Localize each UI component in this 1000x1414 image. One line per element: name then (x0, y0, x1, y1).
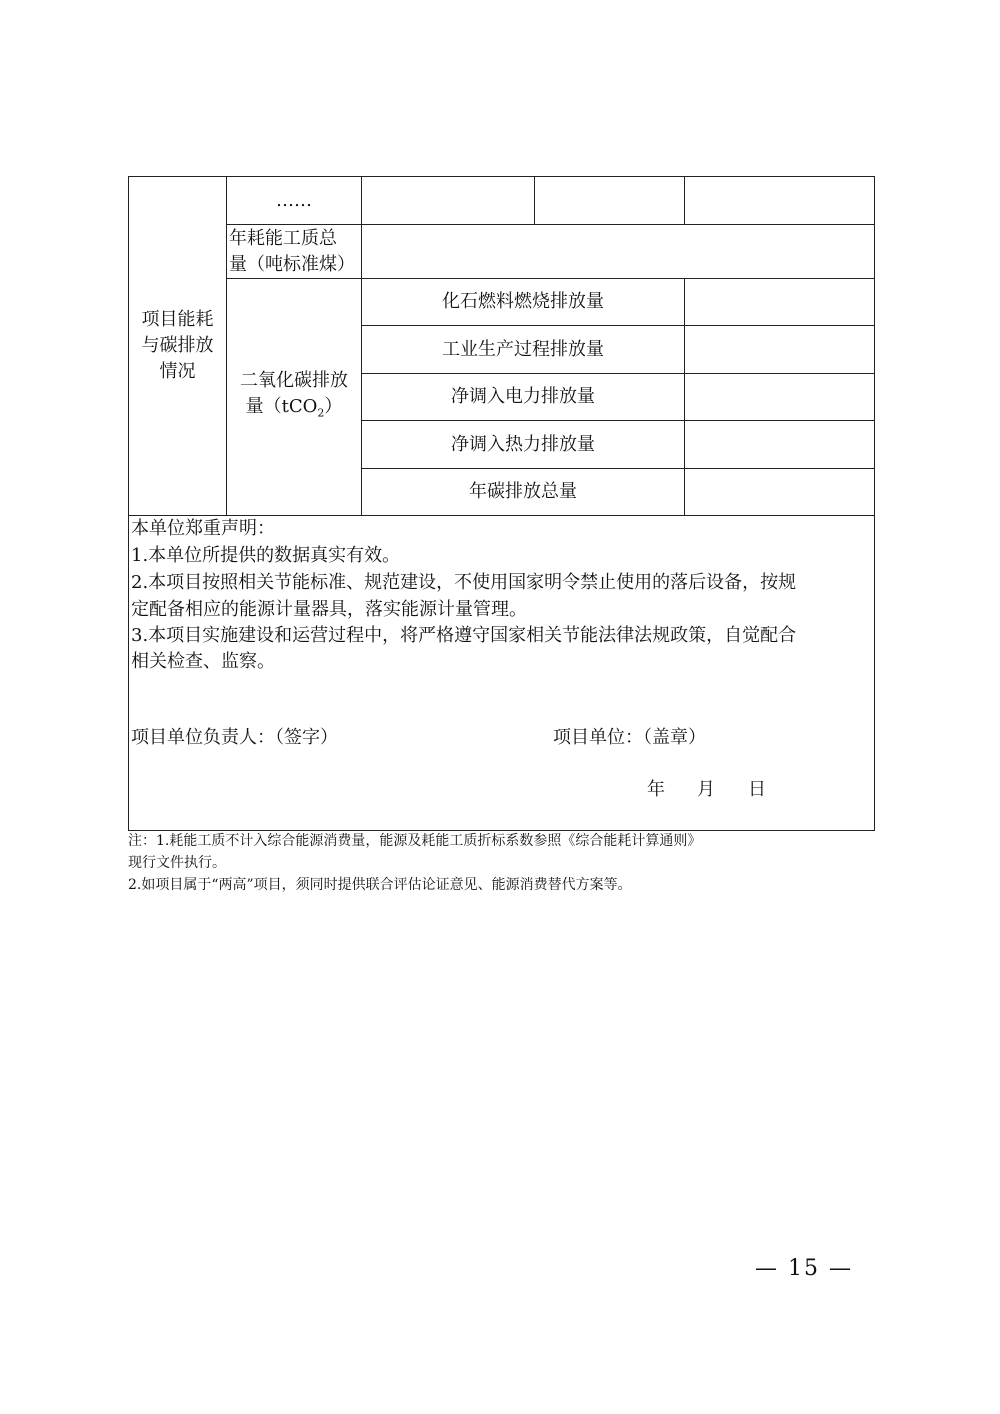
declaration-item: 3.本项目实施建设和运营过程中，将严格遵守国家相关节能法律法规政策，自觉配合 (131, 625, 797, 646)
co2-item-value[interactable] (685, 279, 875, 326)
co2-label-line (227, 394, 361, 427)
declaration-item: 定配备相应的能源计量器具，落实能源计量管理。 (131, 599, 527, 620)
total-medium-label-cell (227, 225, 362, 279)
section-label-cell (129, 177, 227, 516)
blank-cell[interactable] (362, 177, 535, 225)
table-row (129, 279, 875, 326)
table-row (129, 516, 875, 831)
co2-label-suffix: ） (324, 395, 343, 417)
footnote-line: 2.如项目属于“两高”项目，须同时提供联合评估论证意见、能源消费替代方案等。 (128, 877, 632, 893)
co2-item-label: 净调入电力排放量 (362, 374, 685, 421)
section-label-line: 与碳排放 (141, 335, 214, 356)
co2-label-cell (227, 279, 362, 516)
footnote-line: 注：1.耗能工质不计入综合能源消费量，能源及耗能工质折标系数参照《综合能耗计算通则》 (128, 833, 702, 849)
co2-item-label: 年碳排放总量 (362, 469, 685, 516)
co2-item-label: 化石燃料燃烧排放量 (362, 279, 685, 326)
co2-label-line: 二氧化碳排放 (240, 369, 348, 391)
co2-item-label: 工业生产过程排放量 (362, 326, 685, 374)
declaration-item: 相关检查、监察。 (131, 651, 275, 672)
energy-carbon-table (128, 176, 875, 831)
co2-item-label: 净调入热力排放量 (362, 421, 685, 469)
declaration-item: 2.本项目按照相关节能标准、规范建设，不使用国家明令禁止使用的落后设备，按规 (131, 572, 797, 593)
co2-item-value[interactable] (685, 469, 875, 516)
blank-cell[interactable] (535, 177, 685, 225)
signer-label: 项目单位负责人：（签字） (131, 727, 338, 748)
co2-item-value[interactable] (685, 374, 875, 421)
declaration-cell (129, 516, 875, 831)
ellipsis-cell: …… (227, 177, 362, 225)
co2-label-prefix: 量（tCO (245, 395, 318, 417)
date-month: 月 (697, 779, 715, 800)
table-row (129, 177, 875, 225)
page-number: — 15 — (755, 1256, 853, 1281)
declaration-heading: 本单位郑重声明： (131, 518, 275, 539)
section-label-line: 情况 (159, 361, 196, 382)
seal-label: 项目单位：（盖章） (553, 727, 706, 748)
date-day: 日 (748, 779, 766, 800)
date-year: 年 (647, 779, 665, 800)
co2-label-subscript: 2 (317, 406, 325, 420)
footnote-line: 现行文件执行。 (128, 855, 226, 871)
co2-item-value[interactable] (685, 326, 875, 374)
total-medium-label-line: 年耗能工质总 (229, 227, 337, 249)
declaration-item: 1.本单位所提供的数据真实有效。 (131, 545, 401, 566)
total-medium-label-line: 量（吨标准煤） (229, 253, 355, 275)
blank-cell[interactable] (685, 177, 875, 225)
footnotes (128, 830, 888, 896)
co2-item-value[interactable] (685, 421, 875, 469)
section-label-line: 项目能耗 (141, 309, 214, 330)
total-medium-value-cell[interactable] (362, 225, 875, 279)
table-row (129, 225, 875, 279)
